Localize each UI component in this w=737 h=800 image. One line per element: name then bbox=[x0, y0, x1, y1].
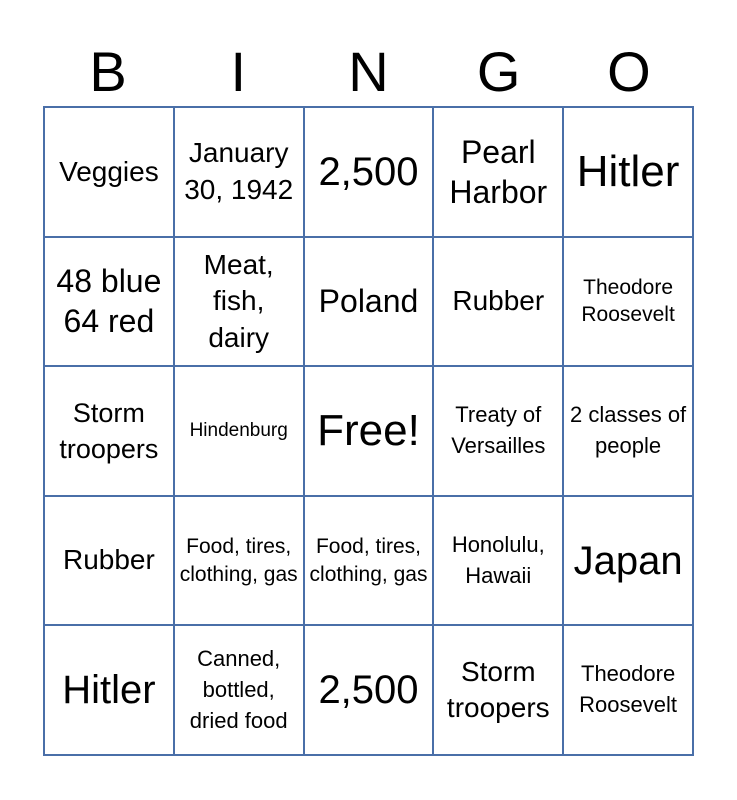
bingo-cell-r3-c5[interactable] bbox=[563, 366, 693, 496]
cell-text: 2,500 bbox=[318, 149, 419, 194]
cell-text: Food, tires, clothing, gas bbox=[309, 535, 428, 586]
bingo-cell-r3-c4[interactable] bbox=[433, 366, 563, 496]
bingo-cell-r2-c5[interactable] bbox=[563, 237, 693, 367]
bingo-cell-r5-c5[interactable] bbox=[563, 625, 693, 755]
header-letter-o: O bbox=[607, 40, 651, 103]
bingo-board bbox=[43, 106, 694, 756]
cell-text: 48 blue 64 red bbox=[56, 263, 162, 340]
cell-text: Rubber bbox=[62, 544, 155, 576]
bingo-cell-r1-c5[interactable] bbox=[563, 107, 693, 237]
header-letter-b: B bbox=[89, 40, 127, 103]
bingo-cell-r1-c2[interactable] bbox=[174, 107, 304, 237]
header-letter-g: G bbox=[476, 40, 521, 103]
cell-text: Honolulu, Hawaii bbox=[451, 531, 545, 588]
bingo-cell-r4-c5[interactable] bbox=[563, 496, 693, 626]
bingo-cell-r2-c4[interactable] bbox=[433, 237, 563, 367]
cell-text: Storm troopers bbox=[59, 397, 159, 464]
bingo-cell-r4-c1[interactable] bbox=[44, 496, 174, 626]
cell-text: Canned, bottled, dried food bbox=[189, 646, 288, 733]
bingo-header bbox=[43, 38, 694, 106]
cell-text: 2 classes of people bbox=[570, 402, 687, 458]
bingo-cell-r4-c2[interactable] bbox=[174, 496, 304, 626]
bingo-cell-r5-c2[interactable] bbox=[174, 625, 304, 755]
cell-text: Pearl Harbor bbox=[449, 133, 548, 210]
bingo-cell-r5-c4[interactable] bbox=[433, 625, 563, 755]
cell-text: Treaty of Versailles bbox=[451, 402, 546, 458]
cell-text: January 30, 1942 bbox=[184, 137, 294, 205]
bingo-cell-r3-c3[interactable] bbox=[304, 366, 434, 496]
header-letter-n: N bbox=[348, 40, 389, 103]
bingo-cell-r4-c4[interactable] bbox=[433, 496, 563, 626]
bingo-cell-r3-c2[interactable] bbox=[174, 366, 304, 496]
cell-text: Poland bbox=[318, 283, 419, 320]
cell-text: Hindenburg bbox=[189, 419, 288, 441]
bingo-cell-r3-c1[interactable] bbox=[44, 366, 174, 496]
bingo-cell-r4-c3[interactable] bbox=[304, 496, 434, 626]
cell-text: 2,500 bbox=[318, 668, 419, 713]
bingo-cell-r5-c1[interactable] bbox=[44, 625, 174, 755]
cell-text: Veggies bbox=[59, 155, 159, 187]
bingo-cell-r1-c1[interactable] bbox=[44, 107, 174, 237]
bingo-cell-r1-c3[interactable] bbox=[304, 107, 434, 237]
cell-text: Theodore Roosevelt bbox=[581, 276, 675, 327]
bingo-cell-r2-c3[interactable] bbox=[304, 237, 434, 367]
bingo-cell-r1-c4[interactable] bbox=[433, 107, 563, 237]
bingo-cell-r5-c3[interactable] bbox=[304, 625, 434, 755]
bingo-cell-r2-c2[interactable] bbox=[174, 237, 304, 367]
cell-text: Free! bbox=[317, 405, 420, 455]
cell-text: Theodore Roosevelt bbox=[579, 661, 678, 718]
cell-text: Meat, fish, dairy bbox=[203, 248, 274, 353]
cell-text: Food, tires, clothing, gas bbox=[179, 535, 298, 586]
cell-text: Hitler bbox=[62, 668, 156, 713]
bingo-cell-r2-c1[interactable] bbox=[44, 237, 174, 367]
cell-text: Rubber bbox=[452, 285, 545, 317]
header-letter-i: I bbox=[230, 40, 247, 103]
cell-text: Storm troopers bbox=[446, 655, 550, 724]
cell-text: Hitler bbox=[576, 146, 680, 196]
cell-text: Japan bbox=[573, 538, 683, 583]
